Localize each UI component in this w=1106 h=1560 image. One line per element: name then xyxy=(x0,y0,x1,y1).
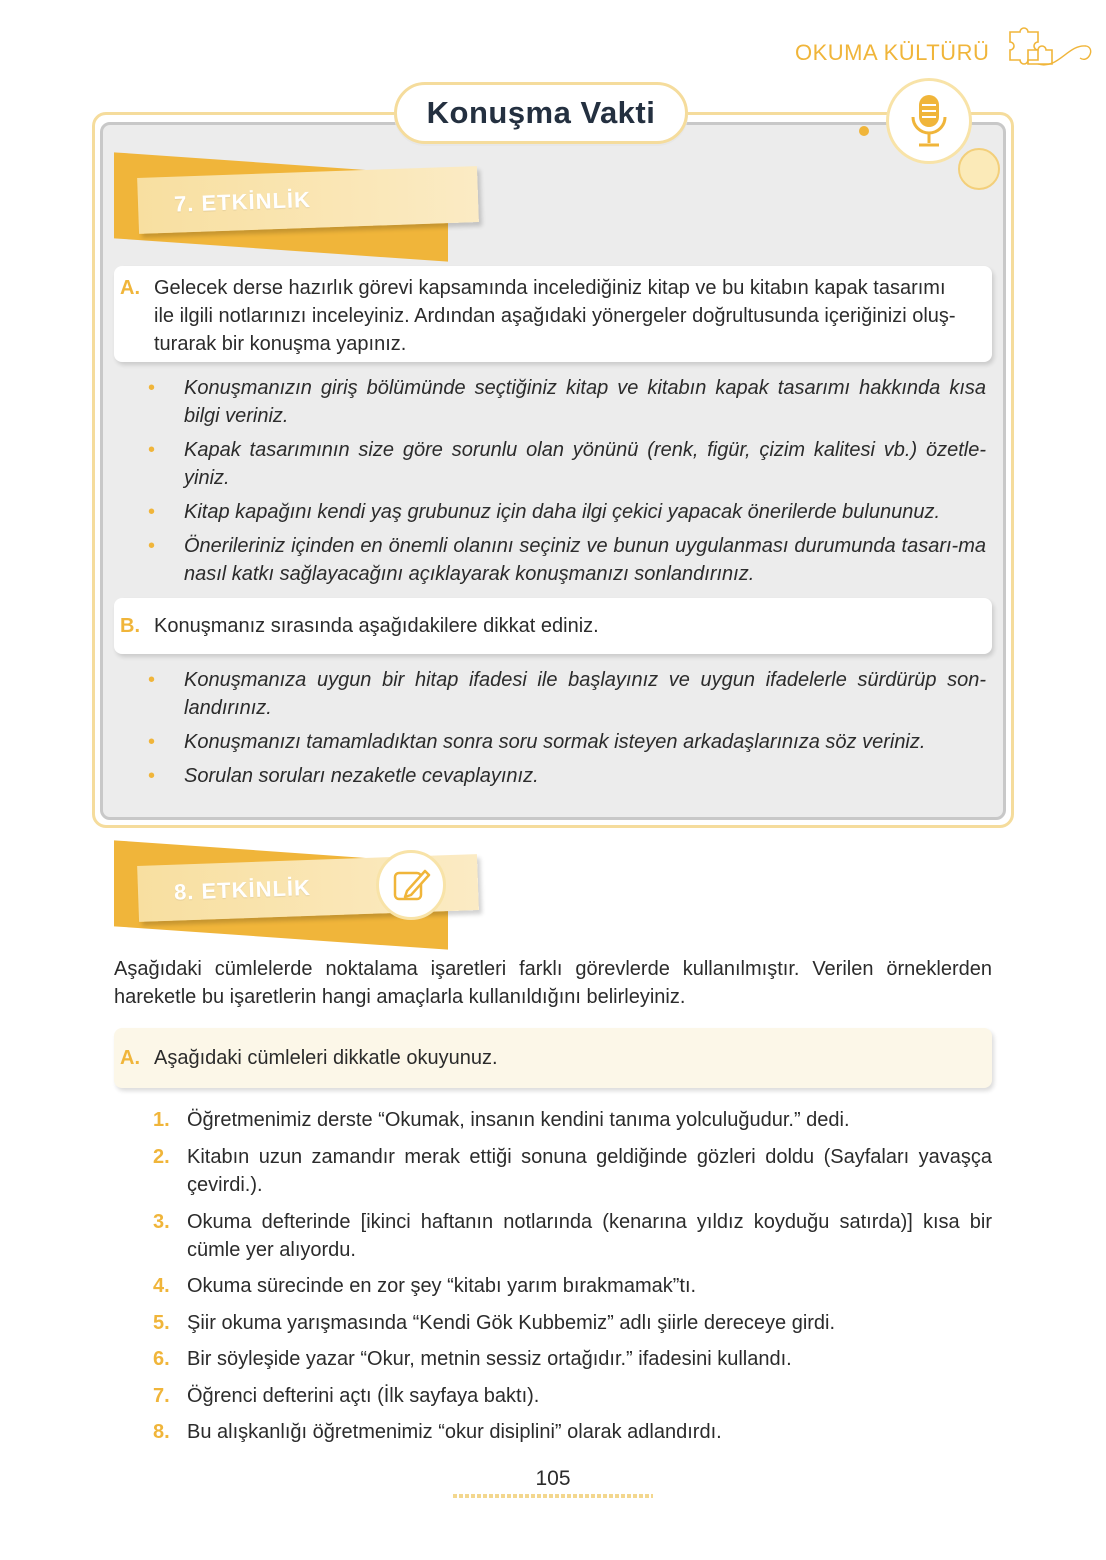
instruction-line: turarak bir konuşma yapınız. xyxy=(154,333,407,355)
page-number: 105 xyxy=(535,1467,571,1490)
list-item-text: Öğrenci defterini açtı (İlk sayfaya baktı). xyxy=(187,1385,540,1407)
list-number: 1. xyxy=(153,1109,170,1131)
panel-title xyxy=(394,82,688,144)
instruction-line: Gelecek derse hazırlık görevi kapsamında incelediğiniz kitap ve bu kitabın kapak tasarımı xyxy=(154,277,946,299)
list-number: 8. xyxy=(153,1421,170,1443)
bullet-icon: • xyxy=(148,535,156,557)
activity8-intro: Aşağıdaki cümlelerde noktalama işaretleri farklı görevlerde kullanılmıştır. Verilen örneklerden hareketle bu işaretlerin hangi amaçlarla kullanıldığını belirleyiniz. xyxy=(114,958,992,1008)
list-number: 3. xyxy=(153,1211,170,1233)
list-item-text: Konuşmanızın giriş bölümünde seçtiğiniz kitap ve kitabın kapak tasarımı hakkında kısa bilgi veriniz. xyxy=(184,377,986,427)
instruction-text: Aşağıdaki cümleleri dikkatle okuyunuz. xyxy=(154,1047,498,1069)
decor-dot xyxy=(859,126,869,136)
page-number-underline xyxy=(453,1494,653,1498)
bullet-icon: • xyxy=(148,669,156,691)
section-title: OKUMA KÜLTÜRÜ xyxy=(795,40,990,65)
instruction-box-a xyxy=(114,266,992,362)
activity8-label: 8. ETKİNLİK xyxy=(173,874,312,905)
part-letter: A. xyxy=(120,1047,140,1069)
instruction-box-a2 xyxy=(114,1028,992,1088)
panel-title-text: Konuşma Vakti xyxy=(426,95,656,130)
instruction-box-b xyxy=(114,598,992,654)
list-number: 5. xyxy=(153,1312,170,1334)
list-number: 6. xyxy=(153,1348,170,1370)
bullet-icon: • xyxy=(148,731,156,753)
list-item-text: Şiir okuma yarışmasında “Kendi Gök Kubbemiz” adlı şiirle dereceye girdi. xyxy=(187,1312,836,1334)
puzzle-icon xyxy=(998,24,1096,89)
list-item-text: Kitap kapağını kendi yaş grubunuz için daha ilgi çekici yapacak önerilerde bulununuz. xyxy=(184,501,941,523)
list-item-text: Bir söyleşide yazar “Okur, metnin sessiz ortağıdır.” ifadesini kullandı. xyxy=(187,1348,792,1370)
activity7-label: 7. ETKİNLİK xyxy=(173,186,312,217)
part-letter: A. xyxy=(120,277,140,299)
list-number: 7. xyxy=(153,1385,170,1407)
bullet-list-a xyxy=(148,374,986,594)
list-item-text: Okuma defterinde [ikinci haftanın notlarında (kenarına yıldız koyduğu satırda)] kısa bir cümle yer alıyordu. xyxy=(187,1211,992,1261)
bullet-icon: • xyxy=(148,765,156,787)
part-letter: B. xyxy=(120,615,140,637)
list-item-text: Konuşmanızı tamamladıktan sonra soru sormak isteyen arkadaşlarınıza söz veriniz. xyxy=(184,731,926,753)
activity7-badge xyxy=(137,166,479,234)
sentence-list xyxy=(153,1106,992,1446)
list-item-text: Konuşmanıza uygun bir hitap ifadesi ile başlayınız ve uygun ifadelerle sürdürüp son-landırınız. xyxy=(184,669,986,719)
list-item-text: Okuma sürecinde en zor şey “kitabı yarım bırakmamak”tı. xyxy=(187,1275,697,1297)
bullet-icon: • xyxy=(148,439,156,461)
pencil-note-icon xyxy=(376,850,446,920)
list-item-text: Öğretmenimiz derste “Okumak, insanın kendini tanıma yolculuğudur.” dedi. xyxy=(187,1109,850,1131)
list-number: 4. xyxy=(153,1275,170,1297)
instruction-text: Konuşmanız sırasında aşağıdakilere dikkat ediniz. xyxy=(154,615,599,637)
microphone-icon xyxy=(886,78,972,164)
list-item-text: Kapak tasarımının size göre sorunlu olan yönünü (renk, figür, çizim kalitesi vb.) özetle-yiniz. xyxy=(184,439,986,489)
list-number: 2. xyxy=(153,1146,170,1168)
list-item-text: Bu alışkanlığı öğretmenimiz “okur disiplini” olarak adlandırdı. xyxy=(187,1421,722,1443)
bullet-icon: • xyxy=(148,501,156,523)
list-item-text: Sorulan soruları nezaketle cevaplayınız. xyxy=(184,765,539,787)
bullet-list-b xyxy=(148,666,986,796)
list-item-text: Önerileriniz içinden en önemli olanını seçiniz ve bunun uygulanması durumunda tasarı-ma nasıl katkı sağlayacağını açıklayarak konuşmanızı sonlandırınız. xyxy=(184,535,986,585)
instruction-text xyxy=(154,274,982,358)
decor-ring xyxy=(958,148,1000,190)
instruction-line: ile ilgili notlarınızı inceleyiniz. Ardından aşağıdaki yönergeler doğrultusunda içeriğinizi oluş- xyxy=(154,305,956,327)
list-item-text: Kitabın uzun zamandır merak ettiği sonuna geldiğinde gözleri doldu (Sayfaları yavaşça çevirdi.). xyxy=(187,1146,992,1196)
bullet-icon: • xyxy=(148,377,156,399)
